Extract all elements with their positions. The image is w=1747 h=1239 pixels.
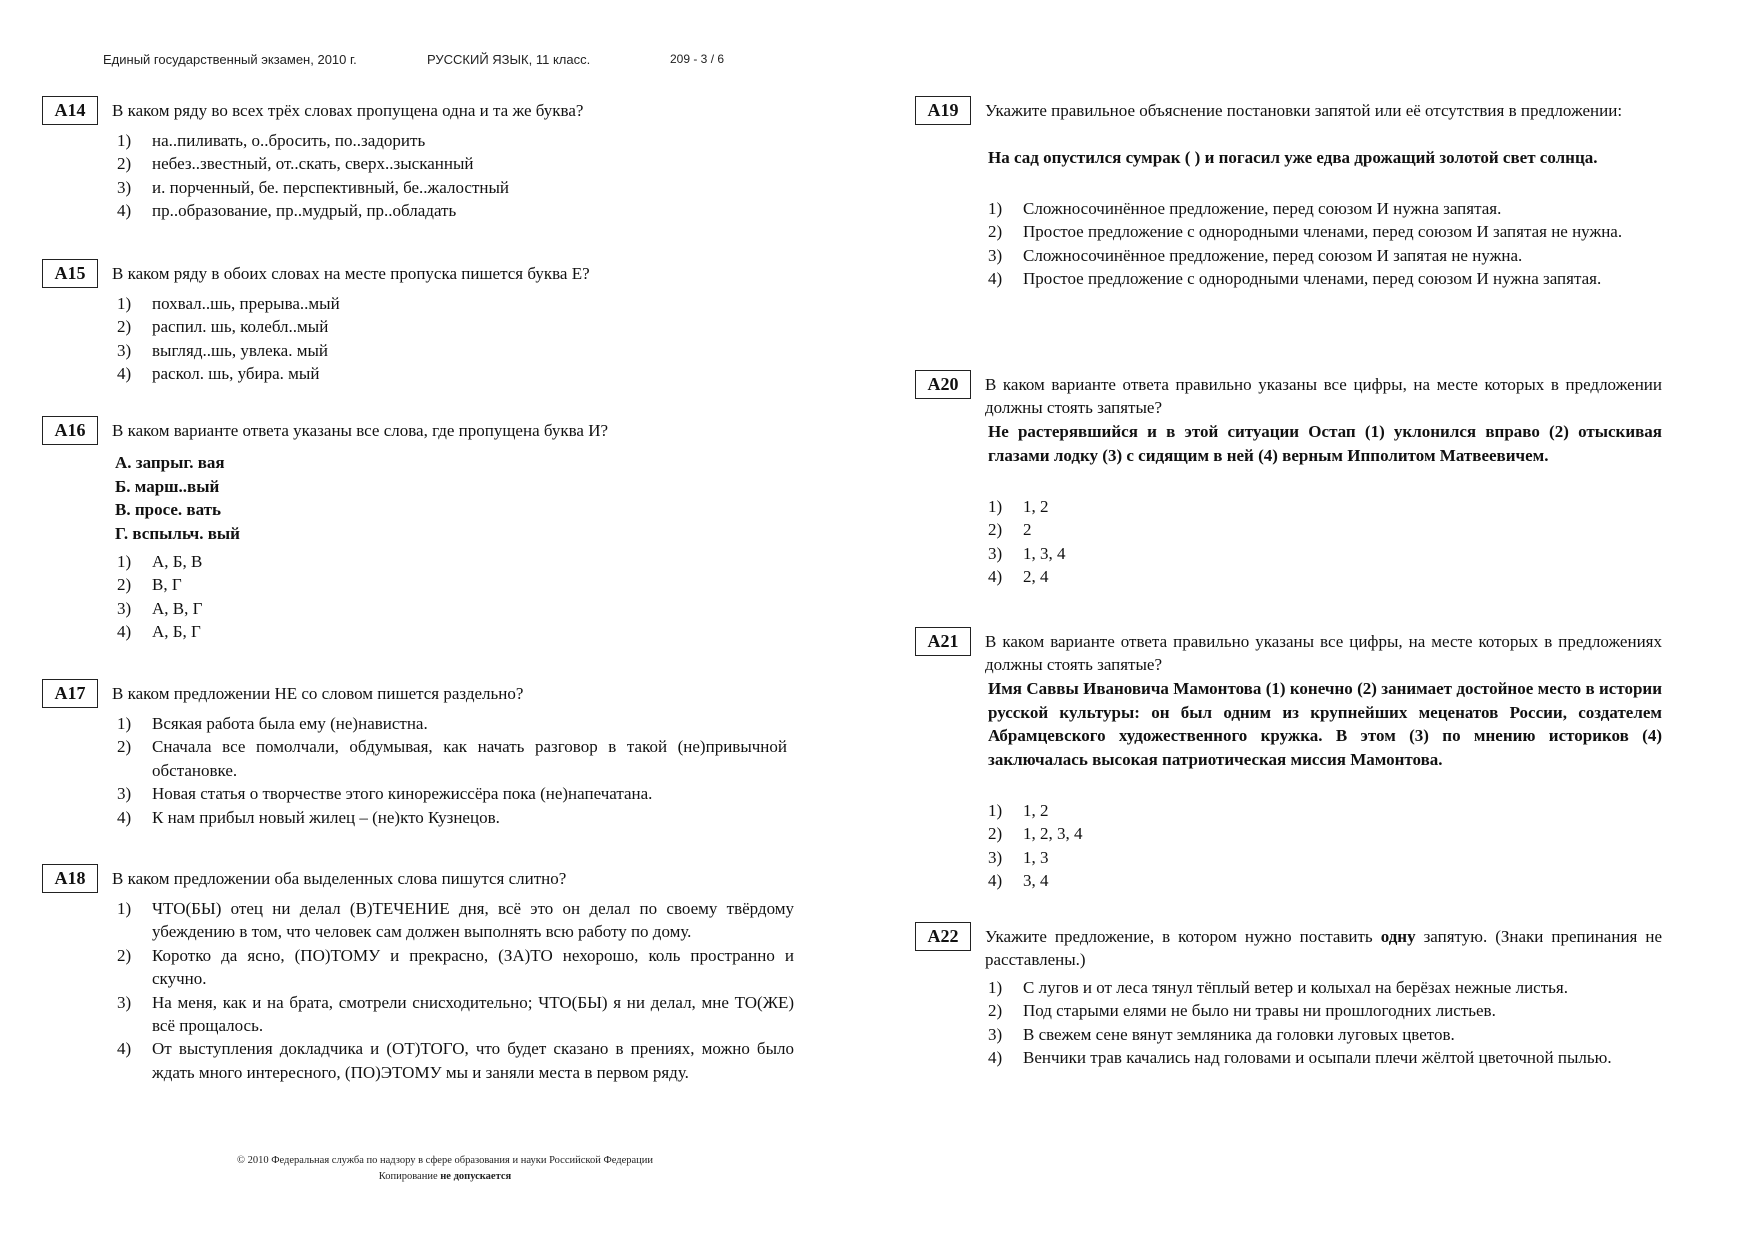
- word-item: Б. марш..вый: [115, 476, 220, 496]
- header-page: 209 - 3 / 6: [670, 52, 725, 66]
- options-list: [117, 292, 797, 386]
- word-list: [115, 451, 715, 545]
- option[interactable]: 3) и. порченный, бе. перспективный, бе..жалостный: [117, 177, 509, 197]
- options-list: [117, 129, 797, 223]
- option[interactable]: 4) От выступления докладчика и (ОТ)ТОГО, что будет сказано в прениях, можно было ждать много интересного, (ПО)ЭТОМУ мы и заняли места в первом ряду.: [117, 1039, 794, 1082]
- option[interactable]: 1) 1, 2: [988, 497, 1049, 516]
- task-label: А15: [42, 259, 98, 288]
- question-text: В каком варианте ответа правильно указаны все цифры, на месте которых в предложениях должны стоять запятые?: [985, 632, 1662, 674]
- footer: [160, 1153, 730, 1185]
- option[interactable]: 1) 1, 2: [988, 801, 1049, 820]
- stimulus-sentence: Не растерявшийся и в этой ситуации Остап (1) уклонился вправо (2) отыскивая глазами лодку (3) с сидящим в ней (4) верным Ипполитом Матвеевичем.: [988, 422, 1662, 465]
- option[interactable]: 1) А, Б, В: [117, 552, 203, 571]
- question-text: В каком предложении оба выделенных слова пишутся слитно?: [112, 869, 567, 888]
- option[interactable]: 2) распил. шь, колебл..мый: [117, 317, 329, 337]
- option[interactable]: 4) Венчики трав качались над головами и осыпали плечи жёлтой цветочной пылью.: [988, 1048, 1612, 1068]
- options-list: [117, 712, 787, 829]
- option[interactable]: 4) 3, 4: [988, 871, 1049, 891]
- option[interactable]: 4) А, Б, Г: [117, 622, 201, 642]
- footer-copy-notice: Копирование не допускается: [378, 1171, 512, 1182]
- task-label: А16: [42, 416, 98, 445]
- option[interactable]: 1) Сложносочинённое предложение, перед союзом И нужна запятая.: [988, 199, 1502, 218]
- option[interactable]: 1) С лугов и от леса тянул тёплый ветер и колыхал на берёзах нежные листья.: [988, 978, 1568, 997]
- stimulus-sentence: На сад опустился сумрак ( ) и погасил уже едва дрожащий золотой свет солнца.: [988, 148, 1598, 167]
- option[interactable]: 4) раскол. шь, убира. мый: [117, 364, 320, 384]
- task-label: А17: [42, 679, 98, 708]
- word-item: А. запрыг. вая: [115, 453, 225, 472]
- option[interactable]: 4) пр..образование, пр..мудрый, пр..обладать: [117, 201, 457, 221]
- options-list: [988, 976, 1662, 1070]
- option[interactable]: 1) похвал..шь, прерыва..мый: [117, 294, 340, 313]
- option[interactable]: 3) В свежем сене вянут земляника да головки луговых цветов.: [988, 1024, 1455, 1044]
- option[interactable]: 1) ЧТО(БЫ) отец ни делал (В)ТЕЧЕНИЕ дня, всё это он делал по своему твёрдому убеждению в том, что человек сам должен выполнять всю работу по дому.: [117, 899, 794, 942]
- option[interactable]: 1) Всякая работа была ему (не)навистна.: [117, 714, 428, 733]
- stimulus-sentence: Имя Саввы Ивановича Мамонтова (1) конечно (2) занимает достойное место в истории русской культуры: он был одним из крупнейших меценатов России, создателем Абрамцевского художественного кружка. В этом (3) по мнению историков (4) заключалась высокая патриотическая миссия Мамонтова.: [988, 679, 1662, 769]
- option[interactable]: 2) Простое предложение с однородными членами, перед союзом И запятая не нужна.: [988, 222, 1623, 242]
- option[interactable]: 2) 2: [988, 520, 1032, 540]
- word-item: В. просе. вать: [115, 500, 221, 519]
- option[interactable]: 2) небез..звестный, от..скать, сверх..зысканный: [117, 154, 474, 174]
- options-list: [117, 897, 794, 1084]
- task-label: А21: [915, 627, 971, 656]
- options-list: [988, 799, 1662, 893]
- question-text: В каком ряду во всех трёх словах пропущена одна и та же буква?: [112, 101, 584, 120]
- question-text: В каком варианте ответа указаны все слова, где пропущена буква И?: [112, 421, 609, 440]
- option[interactable]: 2) В, Г: [117, 575, 182, 595]
- task-label: А22: [915, 922, 971, 951]
- word-item: Г. вспыльч. вый: [115, 523, 240, 543]
- option[interactable]: 3) Новая статья о творчестве этого кинорежиссёра пока (не)напечатана.: [117, 784, 653, 804]
- option[interactable]: 3) 1, 3, 4: [988, 543, 1066, 563]
- options-list: [117, 550, 797, 644]
- option[interactable]: 4) 2, 4: [988, 567, 1049, 587]
- option[interactable]: 2) Сначала все помолчали, обдумывая, как начать разговор в такой (не)привычной обстановке.: [117, 737, 787, 780]
- task-label: А14: [42, 96, 98, 125]
- question-text: Укажите предложение, в котором нужно поставить одну запятую. (Знаки препинания не расставлены.): [985, 927, 1663, 969]
- option[interactable]: 3) 1, 3: [988, 847, 1049, 867]
- option[interactable]: 3) А, В, Г: [117, 598, 203, 618]
- task-label: А19: [915, 96, 971, 125]
- header-exam: Единый государственный экзамен, 2010 г.: [103, 52, 357, 67]
- option[interactable]: 3) На меня, как и на брата, смотрели снисходительно; ЧТО(БЫ) я ни делал, мне ТО(ЖЕ) всё прощалось.: [117, 992, 794, 1036]
- option[interactable]: 3) выгляд..шь, увлека. мый: [117, 340, 329, 360]
- option[interactable]: 3) Сложносочинённое предложение, перед союзом И запятая не нужна.: [988, 245, 1523, 265]
- option[interactable]: 2) Коротко да ясно, (ПО)ТОМУ и прекрасно, (ЗА)ТО нехорошо, коль пространно и скучно.: [117, 945, 794, 989]
- option[interactable]: 2) 1, 2, 3, 4: [988, 824, 1083, 844]
- task-label: А18: [42, 864, 98, 893]
- question-text: В каком ряду в обоих словах на месте пропуска пишется буква Е?: [112, 264, 590, 283]
- option[interactable]: 2) Под старыми елями не было ни травы ни прошлогодних листьев.: [988, 1001, 1496, 1021]
- header-subject: РУССКИЙ ЯЗЫК, 11 класс.: [427, 52, 591, 67]
- question-text: В каком варианте ответа правильно указаны все цифры, на месте которых в предложении должны стоять запятые?: [985, 375, 1662, 417]
- options-list: [988, 495, 1662, 589]
- footer-copyright: © 2010 Федеральная служба по надзору в сфере образования и науки Российской Федерации: [236, 1155, 654, 1166]
- option[interactable]: 1) на..пиливать, о..бросить, по..задорить: [117, 131, 426, 150]
- question-text: Укажите правильное объяснение постановки запятой или её отсутствия в предложении:: [985, 101, 1623, 120]
- question-text: В каком предложении НЕ со словом пишется раздельно?: [112, 684, 524, 703]
- task-label: А20: [915, 370, 971, 399]
- options-list: [988, 197, 1662, 291]
- option[interactable]: 4) Простое предложение с однородными членами, перед союзом И нужна запятая.: [988, 269, 1602, 289]
- option[interactable]: 4) К нам прибыл новый жилец – (не)кто Кузнецов.: [117, 807, 500, 827]
